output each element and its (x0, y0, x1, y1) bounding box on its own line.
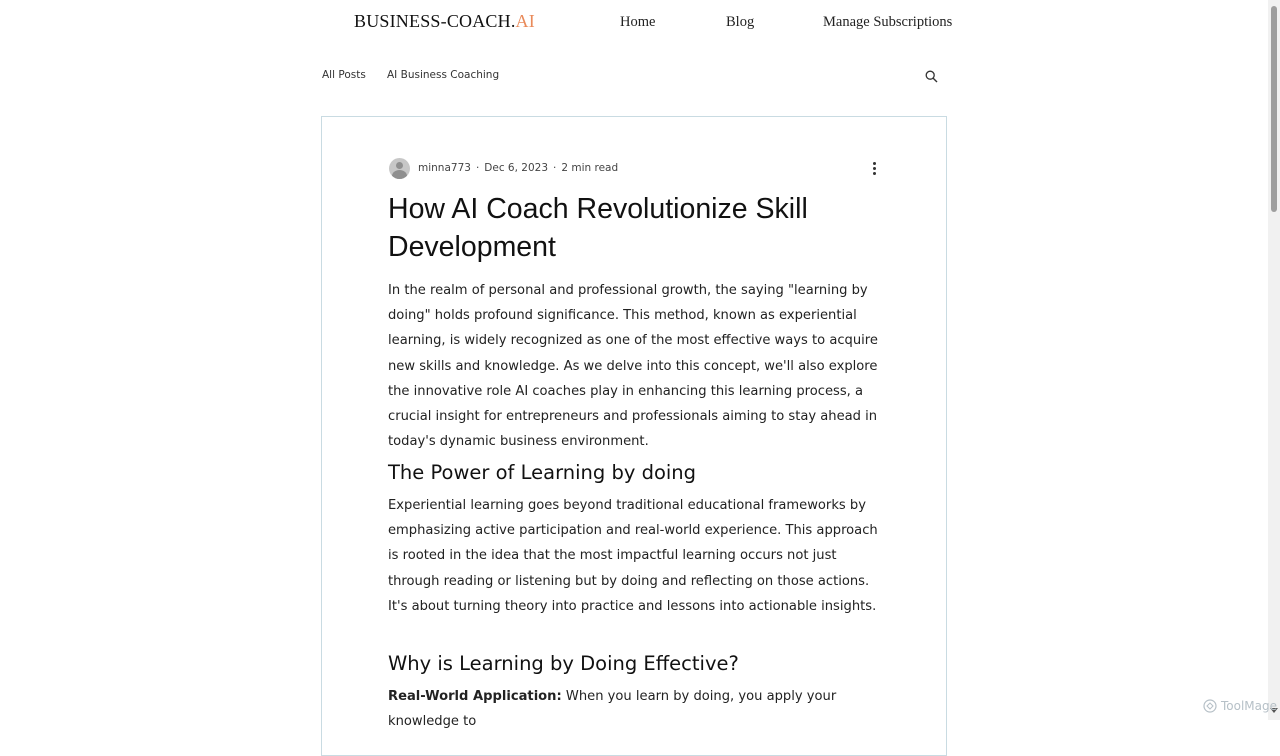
logo-main-text: BUSINESS-COACH. (354, 11, 516, 31)
watermark (1203, 699, 1277, 713)
point-label: Real-World Application: (388, 689, 562, 704)
search-icon[interactable] (925, 70, 938, 83)
watermark-logo-icon (1203, 699, 1217, 713)
nav-blog[interactable]: Blog (726, 14, 755, 30)
post-title: How AI Coach Revolutionize Skill Development (388, 193, 808, 263)
post-card (321, 116, 947, 756)
post-read-time: 2 min read (561, 162, 619, 174)
point-real-world-application (388, 684, 888, 734)
post-date: Dec 6, 2023 (484, 162, 549, 174)
post-intro: In the realm of personal and professional growth, the saying "learning by doing" holds profound significance. This method, known as experiential learning, is widely recognized as one of the most effective ways to acquire new skills and knowledge. As we delve into this concept, we'll also explore the innovative role AI coaches play in enhancing this learning process, a crucial insight for entrepreneurs and professionals aiming to stay ahead in today's dynamic business environment. (388, 283, 878, 450)
nav-home[interactable]: Home (620, 14, 656, 30)
scrollbar-thumb[interactable] (1271, 6, 1277, 212)
site-header (0, 0, 1268, 46)
section-heading-power-of-learning: The Power of Learning by doing (388, 461, 697, 484)
category-all-posts[interactable]: All Posts (322, 69, 366, 81)
logo-accent-text: AI (515, 11, 535, 31)
post-meta (389, 157, 618, 179)
nav-manage-subscriptions[interactable]: Manage Subscriptions (823, 14, 953, 30)
user-avatar-icon[interactable] (389, 158, 410, 179)
point-text: When you learn by doing, you apply your knowledge to (388, 689, 837, 730)
watermark-text: ToolMage (1221, 699, 1278, 713)
page-scrollbar[interactable] (1268, 0, 1280, 720)
site-logo[interactable] (354, 11, 535, 32)
section-heading-why-effective: Why is Learning by Doing Effective? (388, 652, 739, 675)
meta-separator: · (553, 162, 557, 174)
post-author[interactable]: minna773 (418, 162, 471, 174)
section-body-power-of-learning: Experiential learning goes beyond traditional educational frameworks by emphasizing active participation and real-world experience. This approach is rooted in the idea that the most impactful learning occurs not just through reading or listening but by doing and reflecting on those actions. It's about turning theory into practice and lessons into actionable insights. (388, 498, 878, 614)
meta-separator: · (475, 162, 480, 174)
more-vertical-icon[interactable] (870, 160, 878, 176)
category-ai-business-coaching[interactable]: AI Business Coaching (387, 69, 500, 81)
